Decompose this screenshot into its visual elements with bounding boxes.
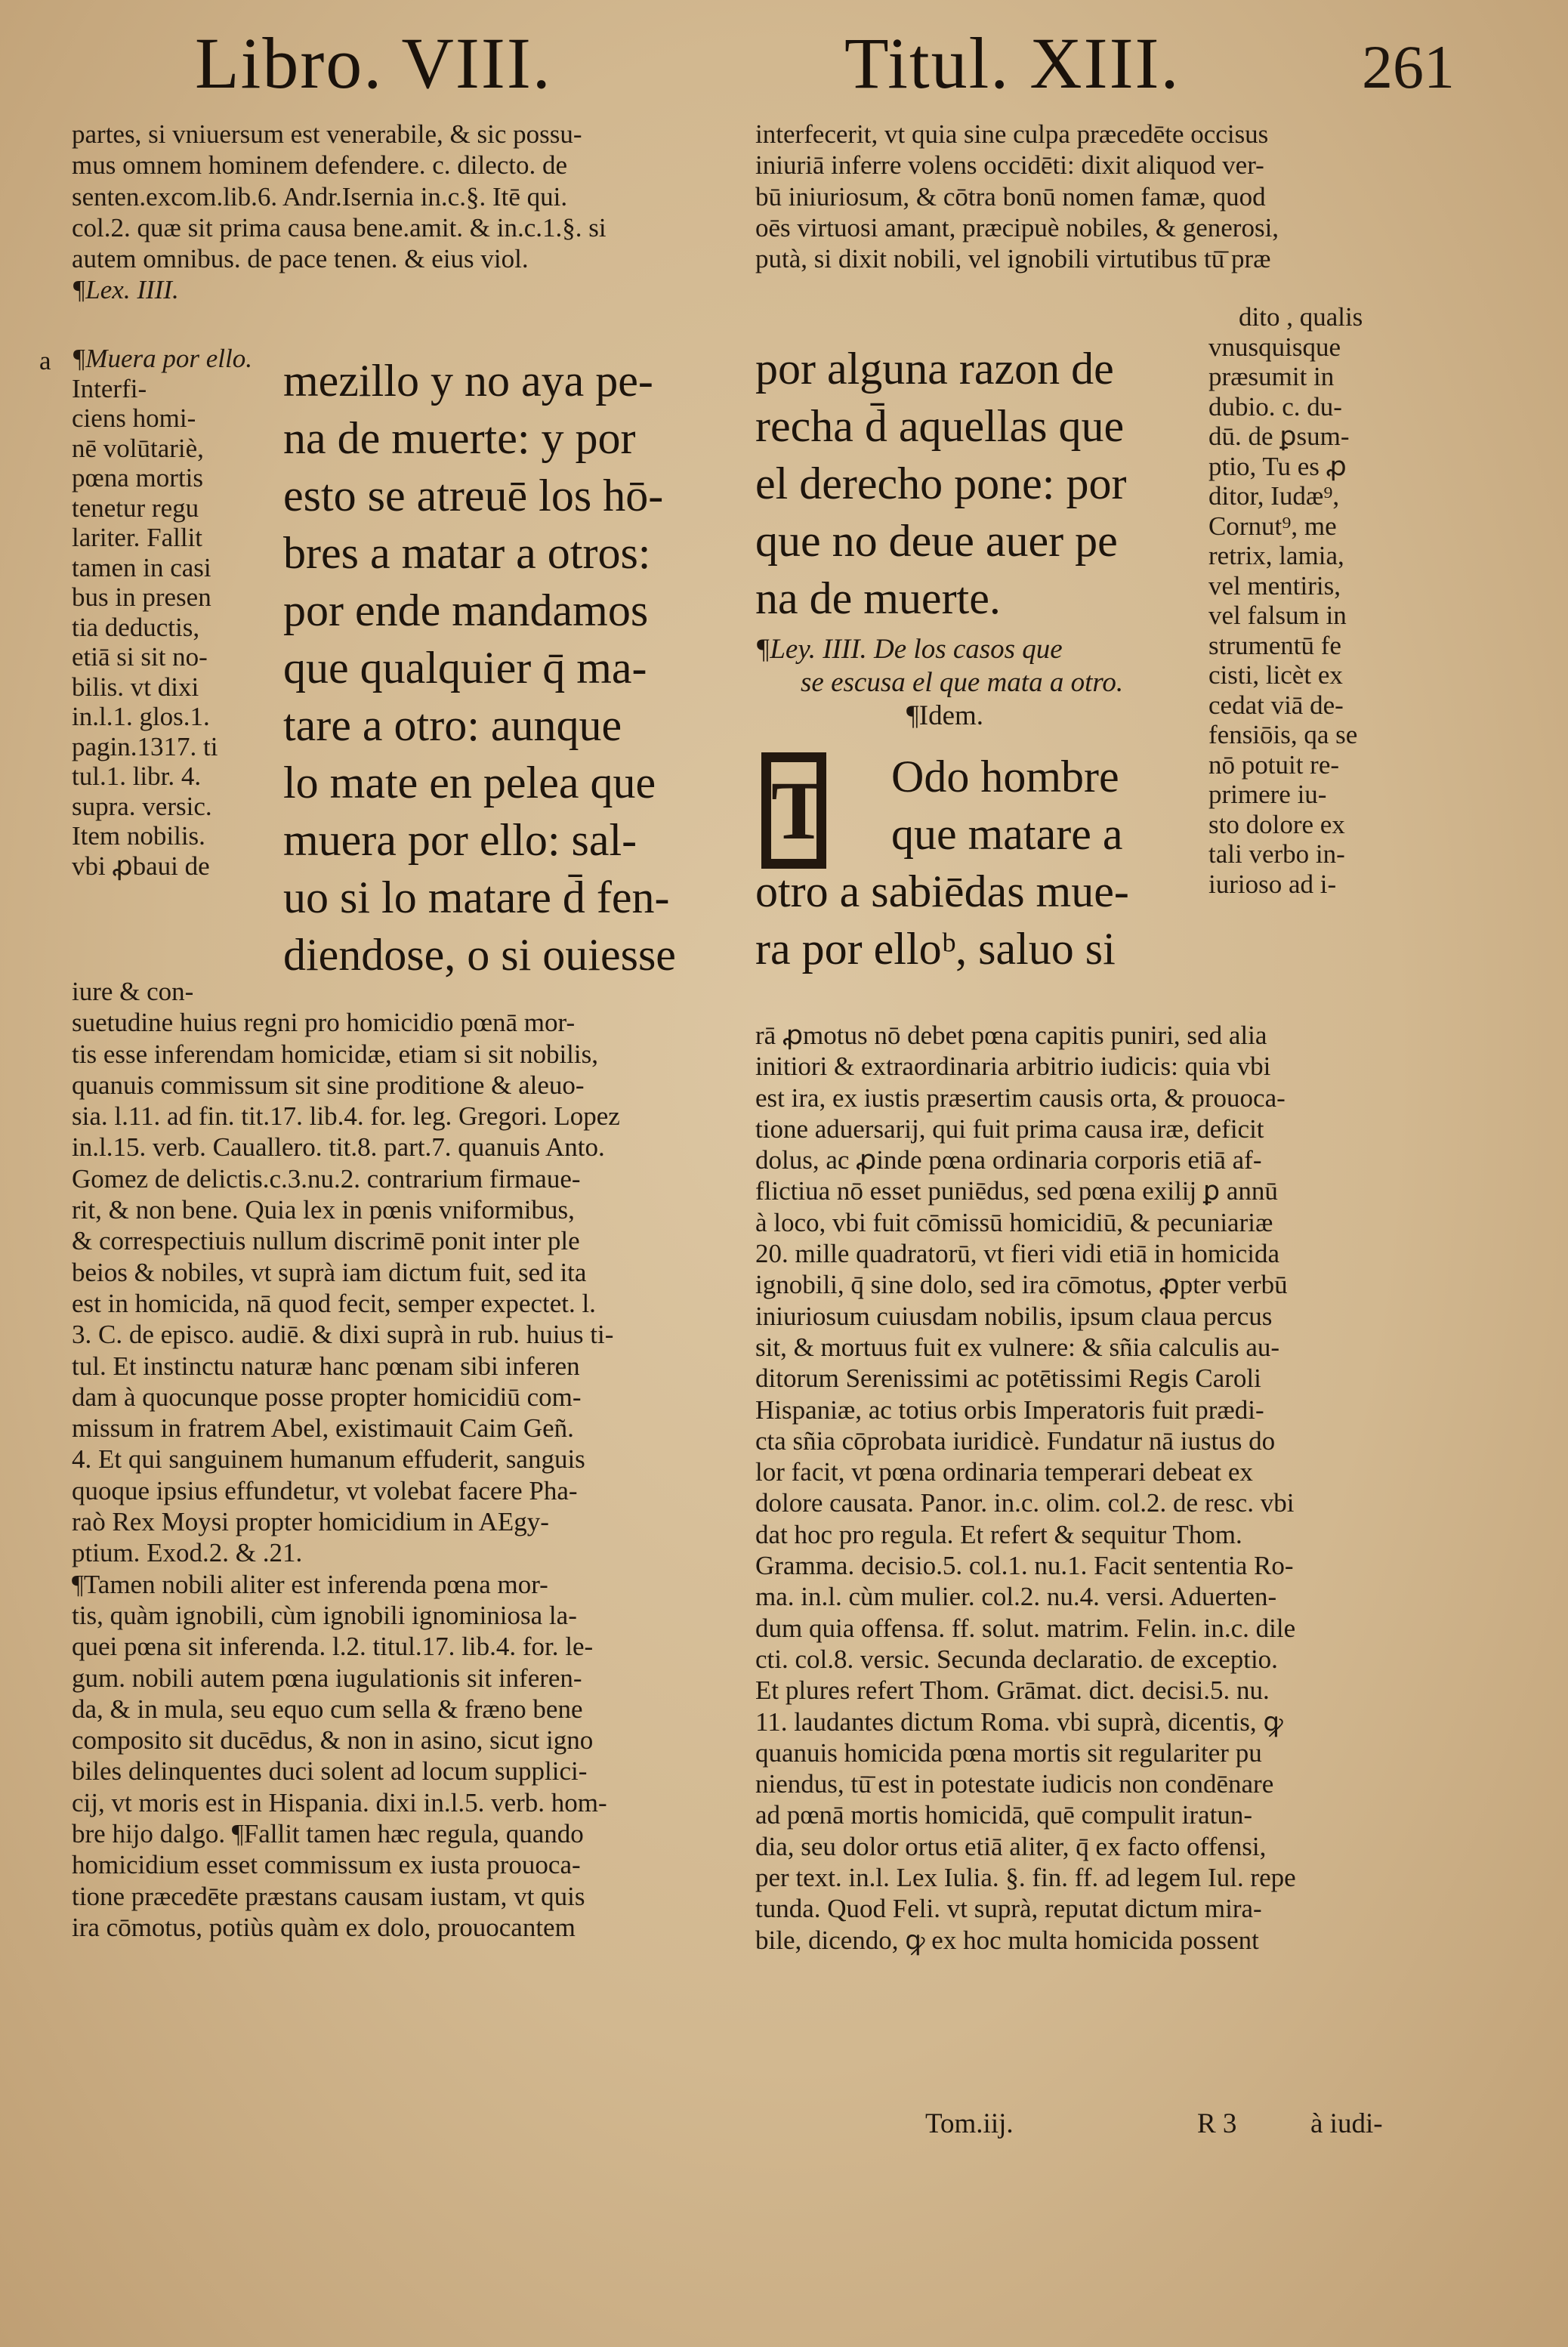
gloss-line: dubio. c. du-: [1208, 391, 1342, 422]
gloss-line: nē volūtariè,: [72, 433, 204, 463]
gloss-line: supra. versic.: [72, 791, 212, 821]
text-line: 4. Et qui sanguinem humanum effuderit, sanguis: [72, 1444, 585, 1475]
text-line: homicidium esset commissum ex iusta prouoca-: [72, 1850, 581, 1880]
text-line: ¶Tamen nobili aliter est inferenda pœna mor-: [72, 1569, 548, 1599]
gloss-lead: ¶Muera por ello.: [72, 344, 252, 373]
text-line: est ira, ex iustis præsertim causis orta, & prouoca-: [755, 1082, 1286, 1113]
ley-title: ¶Ley. IIII. De los casos que: [755, 634, 1063, 665]
gloss-line: bus in presen: [72, 582, 211, 612]
text-line: cti. col.8. versic. Secunda declaratio. de exceptio.: [755, 1644, 1278, 1674]
text-line: interfecerit, vt quia sine culpa præcedēte occisus: [755, 119, 1269, 149]
text-line: tul. Et instinctu naturæ hanc pœnam sibi inferen: [72, 1351, 580, 1381]
text-line: cta sñia cōprobata iuridicè. Fundatur nā iustus do: [755, 1425, 1276, 1456]
text-line: iniuriosum cuiusdam nobilis, ipsum claua percus: [755, 1301, 1273, 1331]
text-line: putà, si dixit nobili, vel ignobili virtutibus tū̄ præ: [755, 244, 1271, 274]
gloss-line: ciens homi-: [72, 403, 196, 433]
left-gloss: [72, 344, 253, 881]
right-law-text: [755, 340, 1193, 627]
text-line: Gomez de delictis.c.3.nu.2. contrarium firmaue-: [72, 1163, 581, 1194]
law-line: por alguna razon de: [755, 344, 1114, 394]
lex-heading: ¶Lex. IIII.: [72, 275, 179, 305]
running-head-left: Libro. VIII.: [195, 23, 552, 103]
text-line: missum in fratrem Abel, existimauit Caim Geñ.: [72, 1413, 574, 1444]
text-line: flictiua nō esset puniēdus, sed pœna exilij ꝑ annū: [755, 1176, 1278, 1206]
text-line: lor facit, vt pœna ordinaria temperari debeat ex: [755, 1457, 1253, 1487]
text-line: 11. laudantes dictum Roma. vbi suprà, dicentis, ꝙ: [755, 1706, 1283, 1737]
text-line: rā ꝓmotus nō debet pœna capitis puniri, sed alia: [755, 1021, 1267, 1050]
law-line: uo si lo matare d̄ fen-: [283, 872, 670, 922]
law-line: que matare a: [891, 809, 1123, 859]
text-line: senten.excom.lib.6. Andr.Isernia in.c.§. Itē qui.: [72, 181, 568, 212]
right-top-commentary: [755, 119, 1397, 274]
text-line: tione præcedēte præstans causam iustam, vt quis: [72, 1881, 585, 1911]
text-line: rit, & non bene. Quia lex in pœnis vniformibus,: [72, 1195, 575, 1225]
law-line: bres a matar a otros:: [283, 528, 651, 578]
text-line: sia. l.11. ad fin. tit.17. lib.4. for. leg. Gregori. Lopez: [72, 1101, 620, 1132]
running-head-right: Titul. XIII.: [844, 23, 1181, 103]
text-line: per text. in.l. Lex Iulia. §. fin. ff. ad legem Iul. repe: [755, 1863, 1296, 1893]
law-line: por ende mandamos: [283, 585, 649, 635]
text-line: mus omnem hominem defendere. c. dilecto. de: [72, 150, 568, 181]
text-line: in.l.15. verb. Cauallero. tit.8. part.7. quanuis Anto.: [72, 1132, 605, 1163]
text-line: quanuis commissum sit sine proditione & aleuo-: [72, 1070, 585, 1100]
left-bottom-commentary: [72, 976, 706, 1943]
gloss-line: tul.1. libr. 4.: [72, 761, 202, 791]
text-line: bū iniuriosum, & cōtra bonū nomen famæ, quod: [755, 181, 1266, 212]
text-line: ma. in.l. cùm mulier. col.2. nu.4. versi. Aduerten-: [755, 1582, 1277, 1612]
gloss-line: tia deductis,: [72, 612, 200, 642]
law-line: muera por ello: sal-: [283, 815, 637, 865]
gloss-line: pagin.1317. ti: [72, 731, 218, 761]
law-line: otro a sabiēdas mue-: [755, 866, 1129, 916]
text-line: bile, dicendo, ꝙ ex hoc multa homicida possent: [755, 1925, 1259, 1955]
drop-cap: T: [761, 752, 826, 869]
gloss-line: tenetur regu: [72, 493, 199, 523]
ley-title-2: se escusa el que mata a otro.: [801, 667, 1124, 698]
gloss-line: retrix, lamia,: [1208, 541, 1344, 570]
text-line: dam à quocunque posse propter homicidiū com-: [72, 1382, 582, 1412]
gloss-line: præsumit in: [1208, 362, 1335, 391]
gloss-line: strumentū fe: [1208, 630, 1341, 660]
text-line: partes, si vniuersum est venerabile, & sic possu-: [72, 119, 582, 149]
gloss-line: in.l.1. glos.1.: [72, 702, 210, 731]
right-law-text-2: [755, 748, 1193, 977]
text-line: tis esse inferendam homicidæ, etiam si sit nobilis,: [72, 1039, 598, 1069]
law-line: na de muerte.: [755, 573, 1001, 623]
text-line: col.2. quæ sit prima causa bene.amit. & in.c.1.§. si: [72, 212, 607, 242]
text-line: ptium. Exod.2. & .21.: [72, 1538, 303, 1568]
gloss-line: vbi ꝓbaui de: [72, 851, 210, 881]
text-line: tunda. Quod Feli. vt suprà, reputat dictum mira-: [755, 1894, 1262, 1924]
gloss-line: vnusquisque: [1208, 332, 1341, 362]
text-line: dia, seu dolor ortus etiā aliter, q̄ ex facto offensi,: [755, 1831, 1267, 1861]
text-line: à loco, vbi fuit cōmissū homicidiū, & pecuniariæ: [755, 1207, 1273, 1237]
law-line: que no deue auer pe: [755, 516, 1118, 566]
text-line: bre hijo dalgo. ¶Fallit tamen hæc regula, quando: [72, 1819, 584, 1849]
text-line: ignobili, q̄ sine dolo, sed ira cōmotus, ꝓpter verbū: [755, 1270, 1288, 1300]
text-line: dolus, ac ꝓinde pœna ordinaria corporis etiā af-: [755, 1145, 1262, 1175]
text-line: composito sit ducēdus, & non in asino, sicut igno: [72, 1725, 594, 1756]
text-line: suetudine huius regni pro homicidio pœnā mor-: [72, 1008, 576, 1038]
gloss-line: Item nobilis.: [72, 821, 205, 851]
text-line: 20. mille quadratorū, vt fieri vidi etiā in homicida: [755, 1239, 1279, 1269]
law-line: ra por elloᵇ, saluo si: [755, 924, 1116, 974]
text-line: niendus, tū̄ est in potestate iudicis non condēnare: [755, 1769, 1274, 1799]
text-line: ad pœnā mortis homicidā, quē compulit iratun-: [755, 1800, 1253, 1830]
text-line: initiori & extraordinaria arbitrio iudicis: quia vbi: [755, 1052, 1271, 1082]
gloss-line: primere iu-: [1208, 780, 1327, 809]
text-line: est in homicida, nā quod fecit, semper expectet. l.: [72, 1288, 596, 1318]
gloss-line: cisti, licèt ex: [1208, 660, 1343, 690]
gloss-line: vel mentiris,: [1208, 570, 1341, 601]
text-line: dolore causata. Panor. in.c. olim. col.2. de resc. vbi: [755, 1488, 1295, 1518]
gloss-line: etiā si sit no-: [72, 642, 208, 672]
law-line: tare a otro: aunque: [283, 700, 622, 750]
law-line: mezillo y no aya pe-: [283, 356, 653, 406]
text-line: cij, vt moris est in Hispania. dixi in.l.5. verb. hom-: [72, 1787, 607, 1817]
text-line: gum. nobili autem pœna iugulationis sit inferen-: [72, 1663, 582, 1693]
gloss-line: dū. de ꝑsum-: [1208, 422, 1350, 451]
text-line: Hispaniæ, ac totius orbis Imperatoris fuit prædi-: [755, 1394, 1264, 1425]
idem-label: ¶Idem.: [906, 700, 984, 731]
gloss-line: bilis. vt dixi: [72, 672, 199, 702]
text-line: beios & nobiles, vt suprà iam dictum fuit, sed ita: [72, 1257, 587, 1287]
gloss-line: tali verbo in-: [1208, 839, 1345, 869]
text-line: Gramma. decisio.5. col.1. nu.1. Facit sententia Ro-: [755, 1551, 1294, 1581]
right-gloss: [1208, 302, 1405, 899]
text-line: tis, quàm ignobili, cùm ignobili ignominiosa la-: [72, 1600, 577, 1630]
text-line: iure & con-: [72, 977, 194, 1006]
gloss-line: vel falsum in: [1208, 601, 1347, 630]
law-line: que qualquier q̄ ma-: [283, 643, 647, 693]
gloss-line: sto dolore ex: [1208, 809, 1345, 839]
text-line: ira cōmotus, potiùs quàm ex dolo, prouocantem: [72, 1912, 576, 1942]
left-law-text: [283, 352, 718, 984]
gloss-line: dito , qualis: [1239, 302, 1363, 332]
text-line: quoque ipsius effundetur, vt volebat facere Pha-: [72, 1475, 578, 1505]
ley-heading: [755, 633, 1193, 733]
gloss-line: ptio, Tu es ꝓ: [1208, 451, 1347, 481]
law-line: esto se atreuē los hō-: [283, 471, 664, 520]
gloss-line: pœna mortis: [72, 463, 204, 493]
gloss-line: Cornut⁹, me: [1208, 511, 1337, 541]
text-line: & correspectiuis nullum discrimē ponit inter ple: [72, 1226, 580, 1256]
gloss-line: nō potuit re-: [1208, 749, 1340, 780]
law-line: recha d̄ aquellas que: [755, 401, 1125, 451]
gloss-line: lariter. Fallit: [72, 523, 203, 552]
text-line: 3. C. de episco. audiē. & dixi suprà in rub. huius ti-: [72, 1320, 614, 1350]
law-line: lo mate en pelea que: [283, 758, 656, 808]
text-line: iniuriā inferre volens occidēti: dixit aliquod ver-: [755, 150, 1264, 181]
text-line: quei pœna sit inferenda. l.2. titul.17. lib.4. for. le-: [72, 1632, 594, 1662]
right-bottom-commentary: [755, 1020, 1397, 1956]
text-line: Et plures refert Thom. Grāmat. dict. decisi.5. nu.: [755, 1675, 1270, 1706]
text-line: da, & in mula, seu equo cum sella & fræno bene: [72, 1694, 583, 1724]
text-line: raò Rex Moysi propter homicidium in AEgy-: [72, 1507, 549, 1537]
gloss-line: fensiōis, qa se: [1208, 720, 1358, 749]
law-line: el derecho pone: por: [755, 459, 1127, 508]
gloss-line: iurioso ad i-: [1208, 869, 1337, 899]
law-line: na de muerte: y por: [283, 413, 636, 463]
gloss-line: Interfi-: [72, 373, 147, 403]
volume-label: Tom.iij.: [925, 2108, 1014, 2139]
gloss-line: tamen in casi: [72, 552, 211, 582]
text-line: biles delinquentes duci solent ad locum supplici-: [72, 1756, 588, 1786]
folio-number: 261: [1362, 32, 1455, 101]
text-line: tione aduersarij, qui fuit prima causa iræ, deficit: [755, 1113, 1264, 1144]
law-line: diendose, o si ouiesse: [283, 930, 676, 980]
law-line: Odo hombre: [891, 752, 1119, 801]
text-line: ditorum Serenissimi ac potētissimi Regis Caroli: [755, 1363, 1261, 1394]
text-line: autem omnibus. de pace tenen. & eius viol.: [72, 244, 529, 274]
gloss-line: cedat viā de-: [1208, 690, 1344, 720]
text-line: dum quia offensa. ff. solut. matrim. Felin. in.c. dile: [755, 1613, 1296, 1643]
signature-mark: R 3: [1197, 2108, 1237, 2139]
gloss-line: ditor, Iudæ⁹,: [1208, 481, 1340, 511]
text-line: oēs virtuosi amant, præcipuè nobiles, & generosi,: [755, 212, 1279, 242]
left-top-commentary: [72, 119, 706, 306]
text-line: sit, & mortuus fuit ex vulnere: & sñia calculis au-: [755, 1332, 1280, 1362]
text-line: dat hoc pro regula. Et refert & sequitur Thom.: [755, 1519, 1242, 1549]
text-line: quanuis homicida pœna mortis sit regulariter pu: [755, 1737, 1262, 1768]
gloss-marker: a: [39, 346, 51, 375]
catchword: à iudi-: [1310, 2108, 1383, 2139]
